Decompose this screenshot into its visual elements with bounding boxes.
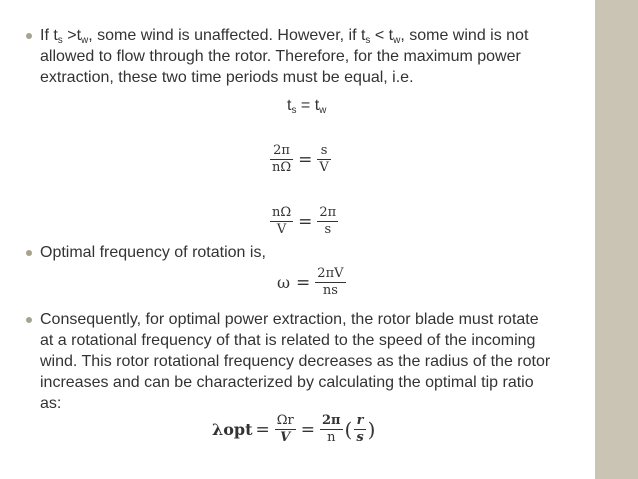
bullet-3-line-4: increases and can be characterized by calculating the optimal tip ratio	[40, 374, 534, 391]
bullet-2-line-1: Optimal frequency of rotation is,	[40, 244, 266, 261]
bullet-dot-3	[26, 317, 32, 323]
equation-lambda: λopt = $\frac{\Omega r}{V}$ = $\frac{2\pi}{n}$ ( $\frac{r}{s}$ )	[212, 413, 376, 445]
bullet-3-line-5: as:	[40, 395, 62, 412]
eq1-num-right: s	[317, 143, 330, 160]
omega-den: ns	[322, 283, 338, 298]
lambda-num-1: Ωr	[276, 413, 294, 428]
eq1-den-left: nΩ	[272, 160, 292, 175]
bullet-3-line-3: wind. This rotor rotational frequency decreases as the radius of the rotor	[40, 353, 551, 370]
bullet-1-line-2: allowed to flow through the rotor. Therefore, for the maximum power	[40, 48, 521, 65]
bullet-3-line-1: Consequently, for optimal power extraction, the rotor blade must rotate	[40, 311, 539, 328]
eq2-den-right: s	[324, 222, 332, 237]
eq2-den-left: V	[276, 222, 287, 237]
lambda-num-2: 2π	[321, 413, 341, 428]
bullet-dot-2	[26, 250, 32, 256]
lambda-den-1: V	[280, 430, 291, 445]
equation-2: $\frac{n\Omega}{V}$ = $\frac{2\pi}{s}$	[272, 205, 337, 237]
lambda-lhs: λopt	[212, 420, 253, 439]
lambda-den-2: n	[327, 430, 336, 445]
bullet-1-line-1: If $t_s >t_w$, some wind is unaffected. However, if $t_s < t_w$, some wind is not	[40, 27, 529, 46]
eq2-num-left: nΩ	[272, 205, 292, 220]
omega-num: 2πV	[317, 266, 344, 281]
eq1-num-left: 2π	[270, 143, 293, 160]
eq1-den-right: V	[319, 160, 329, 175]
equation-omega: ω = $\frac{2\pi V}{ns}$	[277, 266, 344, 298]
eq2-num-right: 2π	[319, 205, 337, 220]
lambda-den-3: s	[356, 430, 364, 445]
bullet-dot-1	[26, 33, 32, 39]
bullet-1-line-3: extraction, these two time periods must be equal, i.e.	[40, 69, 414, 86]
bullet-3-line-2: at a rotational frequency of that is related to the speed of the incoming	[40, 332, 536, 349]
equation-1: $\frac{2\pi}{n\Omega}$ = $\frac{s}{V}$	[272, 143, 329, 175]
lambda-num-3: r	[354, 413, 365, 430]
equation-ts-tw: $t_s = t_w$	[287, 97, 327, 116]
